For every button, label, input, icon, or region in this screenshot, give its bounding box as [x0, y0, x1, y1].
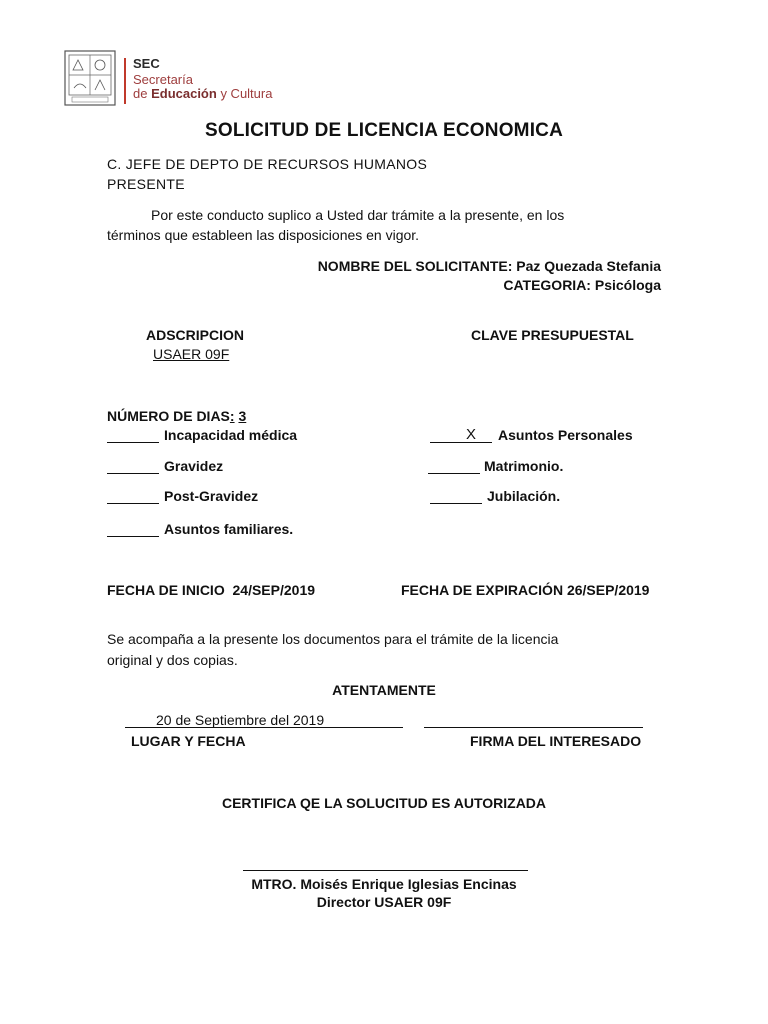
intro-line2: términos que estableen las disposiciones en vigor. — [107, 227, 420, 243]
start-date-label: FECHA DE INICIO — [107, 582, 225, 598]
attachments-line2: original y dos copias. — [107, 652, 238, 668]
director-name: MTRO. Moisés Enrique Iglesias Encinas — [251, 876, 517, 892]
applicant-category-label: CATEGORIA: — [503, 277, 591, 293]
start-date-value: 24/SEP/2019 — [232, 582, 316, 598]
sec-line2-suffix: y Cultura — [216, 86, 273, 101]
closing-atentamente: ATENTAMENTE — [332, 682, 436, 698]
place-date-value: 20 de Septiembre del 2019 — [156, 712, 325, 728]
applicant-name-label: NOMBRE DEL SOLICITANTE: — [317, 258, 513, 274]
familiares-blank — [107, 536, 159, 537]
sec-abbreviation: SEC — [133, 56, 160, 71]
clave-presupuestal-label: CLAVE PRESUPUESTAL — [471, 327, 634, 343]
days-row — [107, 408, 246, 424]
end-date-row — [401, 582, 649, 598]
sec-line2-bold: Educación — [151, 86, 217, 101]
director-title: Director USAER 09F — [316, 894, 452, 910]
personales-blank — [430, 442, 492, 443]
gravidez-blank — [107, 473, 159, 474]
option-familiares: Asuntos familiares. — [164, 521, 294, 537]
logo-divider — [124, 58, 126, 104]
days-colon: : — [229, 408, 235, 424]
sec-name-line2 — [133, 86, 272, 101]
option-post-gravidez: Post-Gravidez — [164, 488, 259, 504]
applicant-category-row — [503, 277, 661, 293]
option-personales: Asuntos Personales — [498, 427, 633, 443]
option-matrimonio: Matrimonio. — [484, 458, 564, 474]
sec-line2-prefix: de — [133, 86, 152, 101]
end-date-value: 26/SEP/2019 — [566, 582, 650, 598]
applicant-name-value: Paz Quezada Stefania — [516, 258, 661, 274]
signature-label: FIRMA DEL INTERESADO — [470, 733, 642, 749]
attachments-line1: Se acompaña a la presente los documentos para el trámite de la licencia — [107, 631, 559, 647]
place-date-label: LUGAR Y FECHA — [131, 733, 246, 749]
jubilacion-blank — [430, 503, 482, 504]
recipient-line1: C. JEFE DE DEPTO DE RECURSOS HUMANOS — [107, 156, 428, 172]
page-title: SOLICITUD DE LICENCIA ECONOMICA — [204, 120, 564, 141]
option-incapacidad: Incapacidad médica — [164, 427, 298, 443]
state-seal-logo — [64, 50, 116, 106]
applicant-category-value: Psicóloga — [594, 277, 661, 293]
recipient-line2: PRESENTE — [107, 176, 185, 192]
adscripcion-value: USAER 09F — [153, 346, 230, 362]
post-gravidez-blank — [107, 503, 159, 504]
incapacidad-blank — [107, 442, 159, 443]
end-date-label: FECHA DE EXPIRACIÓN — [401, 582, 564, 598]
adscripcion-label: ADSCRIPCION — [146, 327, 245, 343]
sec-name-line1: Secretaría — [133, 72, 193, 87]
days-label: NÚMERO DE DIAS — [107, 408, 230, 424]
option-jubilacion: Jubilación. — [487, 488, 561, 504]
days-value: 3 — [238, 408, 247, 424]
personales-mark: X — [466, 426, 477, 443]
matrimonio-blank — [428, 473, 480, 474]
start-date-row — [107, 582, 315, 598]
certify-text: CERTIFICA QE LA SOLUCITUD ES AUTORIZADA — [221, 795, 547, 811]
applicant-name-row — [318, 258, 661, 274]
signature-line — [424, 727, 643, 728]
option-gravidez: Gravidez — [164, 458, 224, 474]
director-signature-line — [243, 870, 528, 871]
intro-line1: Por este conducto suplico a Usted dar trámite a la presente, en los — [151, 207, 565, 223]
